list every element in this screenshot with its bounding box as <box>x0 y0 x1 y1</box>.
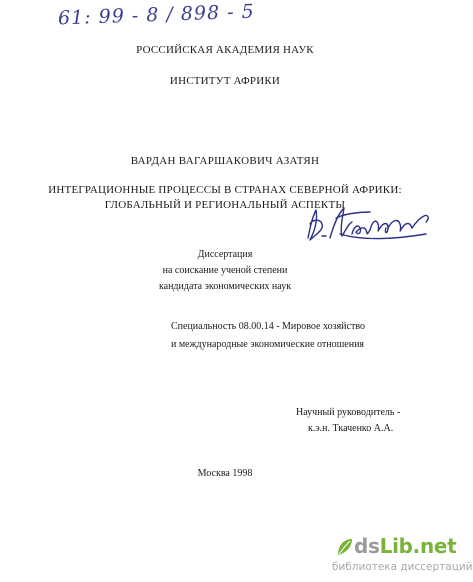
watermark-brand <box>354 534 456 558</box>
degree-name: кандидата экономических наук <box>158 281 292 292</box>
thesis-title-line-2: ГЛОБАЛЬНЫЙ И РЕГИОНАЛЬНЫЙ АСПЕКТЫ <box>104 199 346 211</box>
advisor-name: к.э.н. Ткаченко А.А. <box>308 423 394 434</box>
organization-name: РОССИЙСКАЯ АКАДЕМИЯ НАУК <box>136 44 314 56</box>
place-and-year: Москва 1998 <box>197 468 253 479</box>
advisor-label: Научный руководитель - <box>296 407 401 418</box>
institute-name: ИНСТИТУТ АФРИКИ <box>169 75 281 87</box>
specialty-line-1: Специальность 08.00.14 - Мировое хозяйство <box>171 321 365 332</box>
watermark-tagline: библиотека диссертаций <box>332 561 473 573</box>
author-signature <box>300 200 435 248</box>
specialty-line-2: и международные экономические отношения <box>171 339 365 350</box>
catalog-stamp: 61: 99 - 8 / 898 - 5 <box>57 0 256 30</box>
degree-purpose: на соискание ученой степени <box>162 265 288 276</box>
watermark-brand-prefix: ds <box>354 534 380 558</box>
thesis-title-line-1: ИНТЕГРАЦИОННЫЕ ПРОЦЕССЫ В СТРАНАХ СЕВЕРНОЙ АФРИКИ: <box>48 184 402 196</box>
degree-type: Диссертация <box>197 249 253 260</box>
watermark-brand-suffix: Lib.net <box>379 534 457 558</box>
dslib-watermark[interactable] <box>332 533 473 577</box>
author-name: ВАРДАН ВАГАРШАКОВИЧ АЗАТЯН <box>130 155 320 167</box>
leaf-logo-icon <box>336 537 354 557</box>
